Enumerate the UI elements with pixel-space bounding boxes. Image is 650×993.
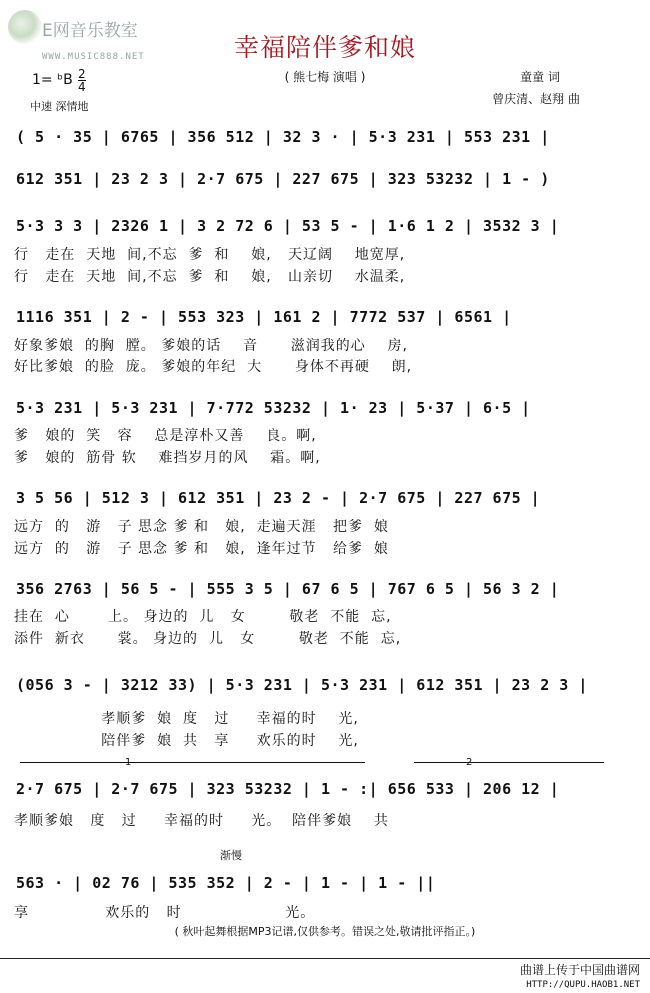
notation-row-notes: 563 · | 02 76 | 535 352 | 2 - | 1 - | 1 - ||: [16, 874, 436, 892]
tempo-change-marking: 渐慢: [220, 849, 242, 862]
footer-divider: [0, 958, 650, 959]
second-ending-bracket: [414, 762, 604, 763]
notation-row: [16, 170, 632, 202]
time-signature: [78, 68, 86, 93]
time-denominator: 4: [78, 80, 86, 94]
notation-row: [16, 676, 632, 708]
transcription-note: ( 秋叶起舞根据MP3记谱,仅供参考。错误之处,敬请批评指正。): [174, 925, 476, 938]
first-ending-bracket: [20, 762, 365, 763]
time-numerator: 2: [78, 67, 86, 81]
lyric-line-verse-2: 好比爹娘 的脸 庞。 爹娘的年纪 大 身体不再硬 朗,: [14, 359, 413, 375]
tempo-marking: 中速 深情地: [30, 100, 89, 113]
lyric-line-verse-2: 陪伴爹 娘 共 享 欢乐的时 光,: [14, 733, 359, 749]
notation-row: [16, 128, 632, 160]
lyric-line-verse-1: 挂在 心 上。 身边的 儿 女 敬老 不能 忘,: [14, 609, 392, 625]
lyric-line-verse-1: 爹 娘的 笑 容 总是淳朴又善 良。啊,: [14, 428, 317, 444]
notation-row-notes: 2·7 675 | 2·7 675 | 323 53232 | 1 - :| 656 533 | 206 12 |: [16, 780, 560, 798]
footer-url[interactable]: HTTP://QUPU.HAOB1.NET: [526, 980, 640, 990]
second-ending-label: 2: [466, 757, 473, 768]
composer-credit: 曾庆清、赵翔 曲: [492, 92, 580, 106]
song-title: 幸福陪伴爹和娘: [233, 33, 416, 62]
lyric-line-verse-1: 行 走在 天地 间,不忘 爹 和 娘, 天辽阔 地宽厚,: [14, 247, 406, 263]
notation-row-notes: 356 2763 | 56 5 - | 555 3 5 | 67 6 5 | 767 6 5 | 56 3 2 |: [16, 580, 560, 598]
notation-row-notes: ( 5 · 35 | 6765 | 356 512 | 32 3 · | 5·3 231 | 553 231 |: [16, 128, 550, 146]
footer-credit: [520, 963, 640, 993]
first-ending-label: 1: [125, 757, 132, 768]
key-signature: 1= ᵇB: [32, 72, 73, 88]
logo-url: WWW.MUSIC888.NET: [42, 52, 145, 62]
lyric-line-verse-2: 远方 的 游 子 思念 爹 和 娘, 逢年过节 给爹 娘: [14, 541, 389, 557]
notation-row-notes: 1116 351 | 2 - | 553 323 | 161 2 | 7772 537 | 6561 |: [16, 308, 512, 326]
notation-row-notes: 5·3 3 3 | 2326 1 | 3 2 72 6 | 53 5 - | 1·6 1 2 | 3532 3 |: [16, 217, 560, 235]
notation-row: [16, 780, 632, 812]
lyric-line-verse-1: 孝顺爹 娘 度 过 幸福的时 光,: [14, 711, 359, 727]
logo-text: E网音乐教室: [42, 21, 138, 41]
footer-site-name: 曲谱上传于中国曲谱网: [519, 963, 640, 977]
singer-credit: ( 熊七梅 演唱 ): [284, 70, 366, 84]
notation-row-notes: 3 5 56 | 512 3 | 612 351 | 23 2 - | 2·7 675 | 227 675 |: [16, 489, 541, 507]
notation-row-notes: 5·3 231 | 5·3 231 | 7·772 53232 | 1· 23 | 5·37 | 6·5 |: [16, 399, 531, 417]
notation-row-notes: 612 351 | 23 2 3 | 2·7 675 | 227 675 | 323 53232 | 1 - ): [16, 170, 550, 188]
lyric-line-verse-2: 爹 娘的 筋骨 软 难挡岁月的风 霜。啊,: [14, 450, 321, 466]
lyric-line-verse-1: 好象爹娘 的胸 膛。 爹娘的话 音 滋润我的心 房,: [14, 338, 409, 354]
lyric-line-verse-2: 行 走在 天地 间,不忘 爹 和 娘, 山亲切 水温柔,: [14, 269, 406, 285]
lyric-line-verse-2: 添件 新衣 裳。 身边的 儿 女 敬老 不能 忘,: [14, 631, 402, 647]
lyric-line-verse-1: 孝顺爹娘 度 过 幸福的时 光。 陪伴爹娘 共: [14, 813, 389, 829]
lyric-line-verse-1: 享 欢乐的 时 光。: [14, 905, 316, 921]
lyric-line-verse-1: 远方 的 游 子 思念 爹 和 娘, 走遍天涯 把爹 娘: [14, 519, 389, 535]
lyricist-credit: 童童 词: [520, 70, 560, 84]
notation-row-notes: (056 3 - | 3212 33) | 5·3 231 | 5·3 231 | 612 351 | 23 2 3 |: [16, 676, 588, 694]
